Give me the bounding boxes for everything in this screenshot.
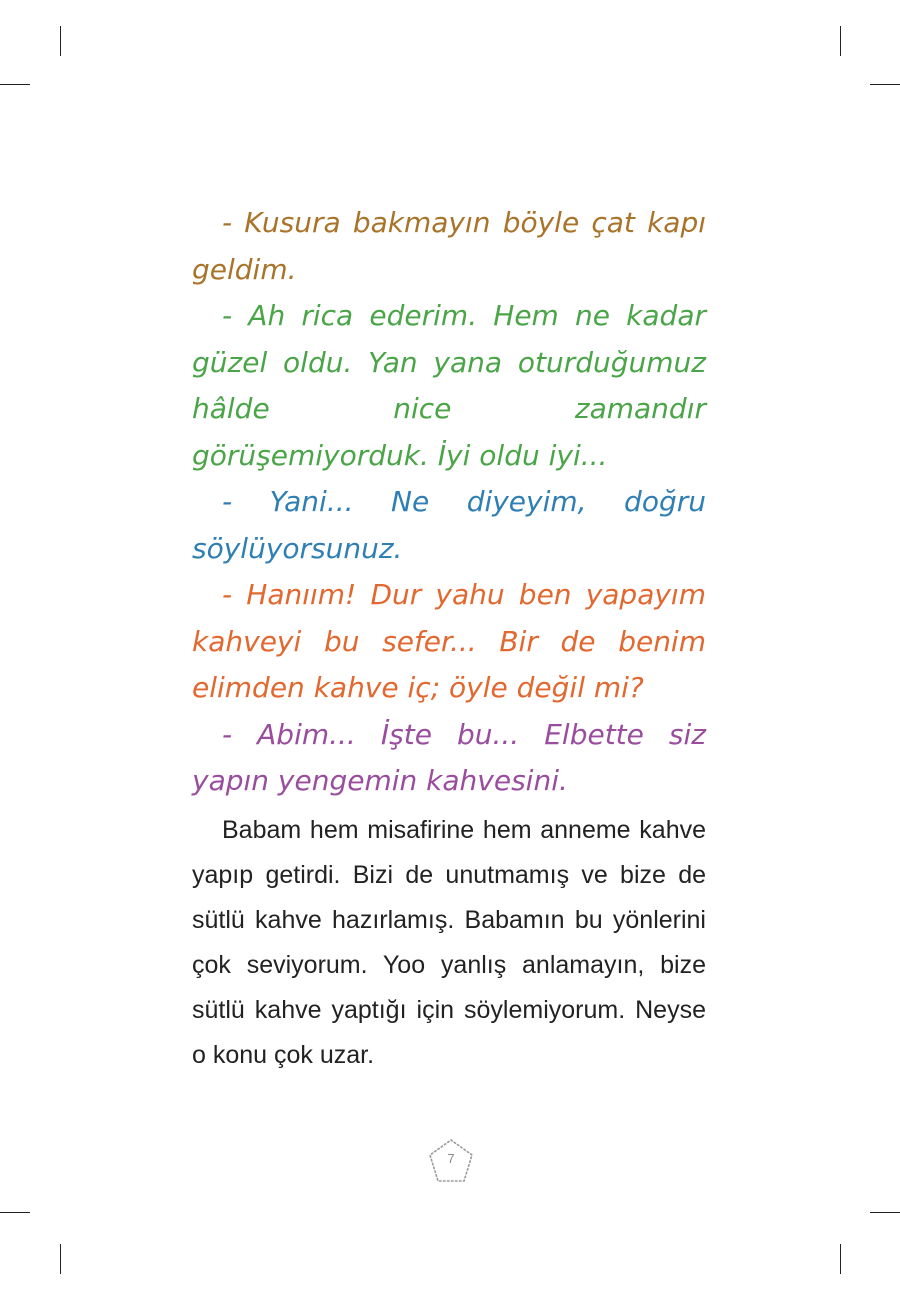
crop-mark	[0, 84, 30, 85]
dialogue-line: - Kusura bakmayın böyle çat kapı geldim.	[192, 206, 706, 286]
dialogue-block	[192, 200, 706, 805]
crop-mark	[0, 1212, 30, 1213]
crop-mark	[840, 1244, 841, 1274]
page-number-badge	[427, 1137, 475, 1185]
crop-mark	[840, 26, 841, 56]
crop-mark	[870, 84, 900, 85]
dialogue-line: - Hanıım! Dur yahu ben yapayım kahveyi bu sefer... Bir de benim elimden kahve iç; öyle değil mi?	[192, 578, 706, 704]
crop-mark	[60, 1244, 61, 1274]
dialogue-line: - Ah rica ederim. Hem ne kadar güzel oldu. Yan yana oturduğumuz hâlde nice zamandır görüşemiyorduk. İyi oldu iyi...	[192, 299, 706, 472]
dialogue-line: - Yani... Ne diyeyim, doğru söylüyorsunuz.	[192, 485, 706, 565]
crop-mark	[870, 1212, 900, 1213]
narrative-paragraph	[192, 808, 706, 1078]
crop-mark	[60, 26, 61, 56]
page-number: 7	[447, 1151, 455, 1166]
dialogue-line: - Abim... İşte bu... Elbette siz yapın yengemin kahvesini.	[192, 717, 706, 797]
narrative-text: Babam hem misafirine hem anneme kahve yapıp getirdi. Bizi de unutmamış ve bize de sütlü kahve hazırlamış. Babamın bu yönlerini çok seviyorum. Yoo yanlış anlamayın, bize sütlü kahve yaptığı için söylemiyorum. Neyse o konu çok uzar.	[192, 816, 706, 1069]
